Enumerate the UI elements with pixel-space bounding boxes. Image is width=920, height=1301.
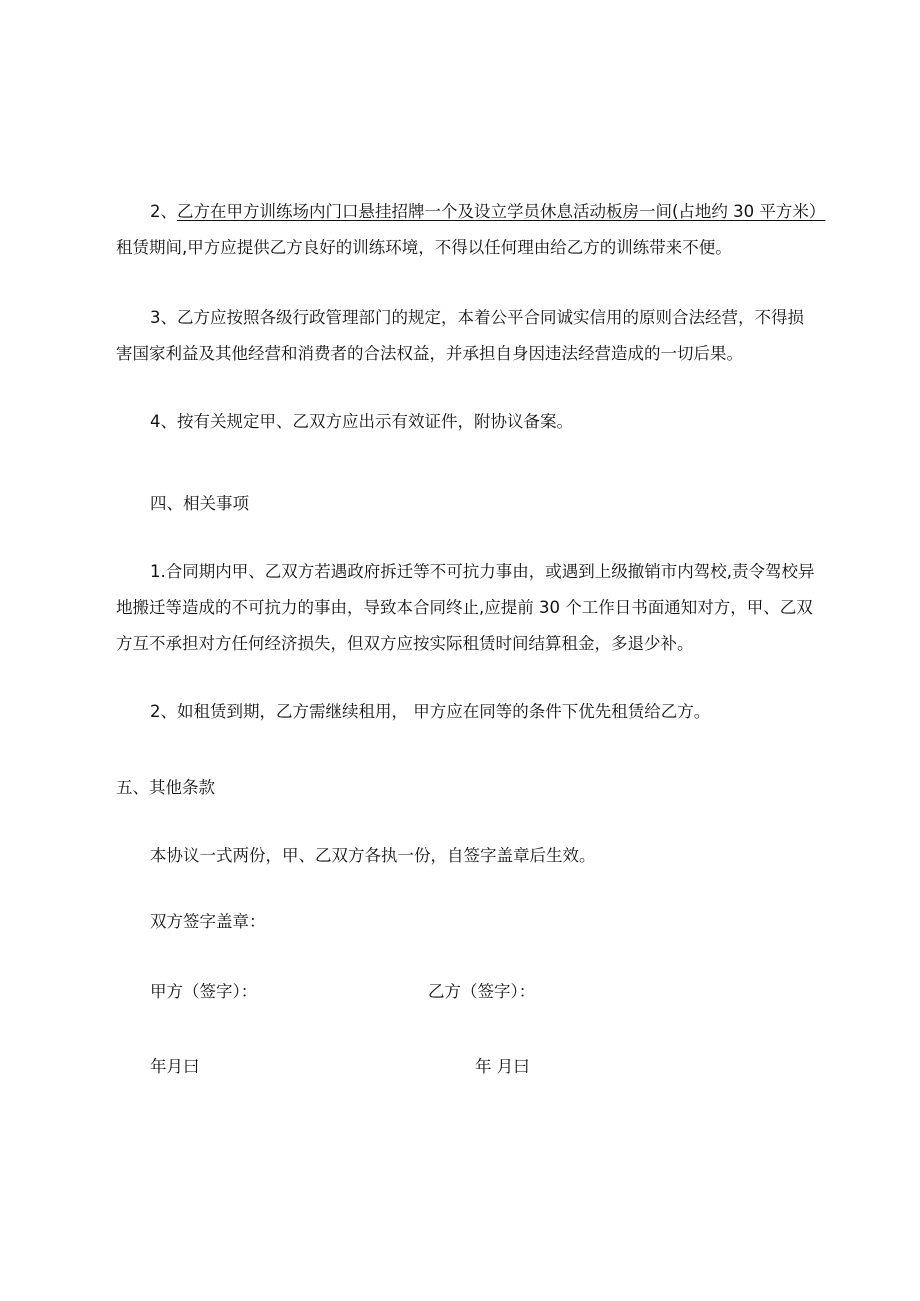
section-4-item-1-line-2: 地搬迁等造成的不可抗力的事由，导致本合同终止,应提前 30 个工作日书面通知对方，甲、乙双 [116, 598, 813, 617]
section-5-heading: 五、其他条款 [116, 778, 215, 797]
clause-3-item-3-line-2: 害国家利益及其他经营和消费者的合法权益，并承担自身因违法经营造成的一切后果。 [116, 344, 743, 363]
party-b-signature-label: 乙方（签字）： [428, 982, 536, 1001]
section-5-text: 本协议一式两份，甲、乙双方各执一份，自签字盖章后生效。 [150, 846, 596, 865]
underlined-clause-text: 乙方在甲方训练场内门口悬挂招牌一个及设立学员休息活动板房一间(占地约 30 平方米） [177, 202, 826, 221]
clause-3-item-4: 4、按有关规定甲、乙双方应出示有效证件，附协议备案。 [150, 412, 573, 431]
section-4-item-1-line-1: 1.合同期内甲、乙双方若遇政府拆迁等不可抗力事由，或遇到上级撤销市内驾校,责令驾校异 [150, 562, 815, 581]
clause-3-item-3-line-1: 3、乙方应按照各级行政管理部门的规定，本着公平合同诚实信用的原则合法经营，不得损 [150, 308, 804, 327]
party-a-date: 年月曰 [150, 1057, 200, 1076]
section-4-heading: 四、相关事项 [150, 494, 249, 513]
clause-3-item-2-line-2: 租赁期间,甲方应提供乙方良好的训练环境，不得以任何理由给乙方的训练带来不便。 [116, 238, 732, 257]
party-b-date: 年 月曰 [475, 1057, 530, 1076]
clause-3-item-2-line-1 [150, 200, 825, 224]
item-number: 2、 [150, 202, 177, 221]
section-4-item-1-line-3: 方互不承担对方任何经济损失，但双方应按实际租赁时间结算租金，多退少补。 [116, 634, 694, 653]
party-a-signature-label: 甲方（签字）： [150, 982, 258, 1001]
section-4-item-2: 2、如租赁到期，乙方需继续租用， 甲方应在同等的条件下优先租赁给乙方。 [150, 702, 711, 721]
signatures-label: 双方签字盖章： [150, 912, 266, 931]
